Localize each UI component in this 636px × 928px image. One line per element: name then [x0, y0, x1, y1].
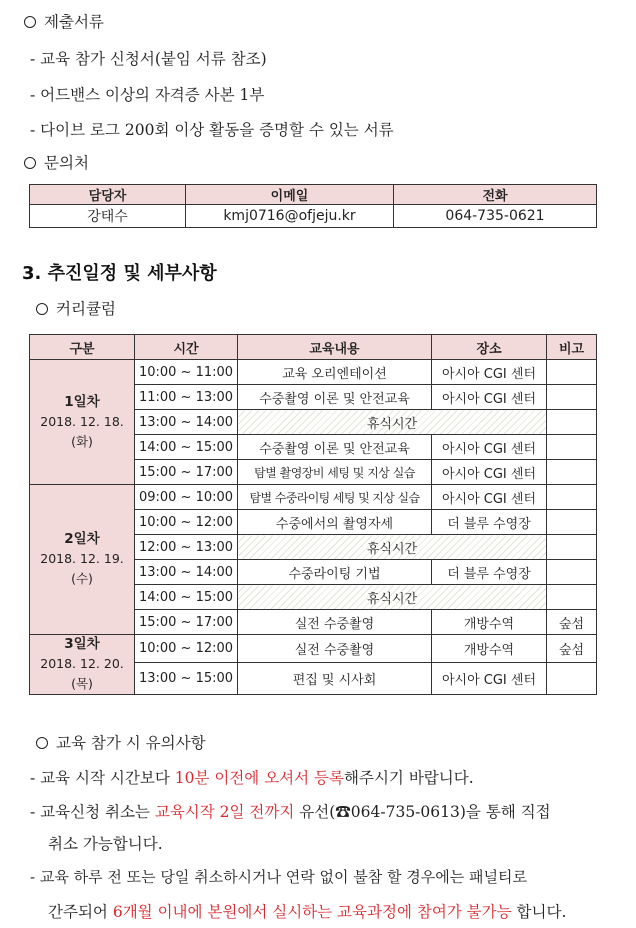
content-cell: 편집 및 시사회 — [238, 662, 432, 694]
note-line-1 — [30, 766, 474, 788]
note-emphasis: 6개월 이내에 본원에서 실시하는 교육과정에 참여가 불가능 — [112, 903, 512, 921]
circle-bullet-icon — [36, 303, 48, 315]
content-cell: 수중촬영 이론 및 안전교육 — [238, 385, 432, 410]
content-cell: 실전 수중촬영 — [238, 610, 432, 635]
time-cell: 10:00 ~ 11:00 — [135, 360, 238, 385]
contact-title-text: 문의처 — [44, 154, 89, 172]
contact-table — [29, 184, 597, 228]
day-cell — [30, 635, 135, 695]
place-cell: 개방수역 — [432, 635, 547, 663]
note-emphasis: 교육시작 2일 전까지 — [154, 803, 295, 821]
break-cell: 휴식시간 — [238, 585, 547, 610]
break-cell: 휴식시간 — [238, 410, 547, 435]
time-cell: 09:00 ~ 10:00 — [135, 485, 238, 510]
time-cell: 10:00 ~ 12:00 — [135, 510, 238, 535]
day-label: 1일차 — [64, 393, 100, 410]
contact-phone: 064-735-0621 — [394, 205, 597, 228]
note-cell — [547, 485, 597, 510]
place-cell: 아시아 CGI 센터 — [432, 662, 547, 694]
time-cell: 14:00 ~ 15:00 — [135, 435, 238, 460]
note-text: 유선(☎064-735-0613)을 통해 직접 — [294, 803, 551, 821]
content-cell: 탐별 수중라이팅 세팅 및 지상 실습 — [238, 485, 432, 510]
day-label: 3일차 — [64, 636, 100, 652]
content-cell: 수중라이팅 기법 — [238, 560, 432, 585]
place-cell: 더 블루 수영장 — [432, 510, 547, 535]
contact-title — [24, 151, 89, 173]
contact-name: 강태수 — [30, 205, 186, 228]
note-cell — [547, 662, 597, 694]
content-cell: 탐별 촬영장비 세팅 및 지상 실습 — [238, 460, 432, 485]
place-cell: 아시아 CGI 센터 — [432, 360, 547, 385]
place-cell: 아시아 CGI 센터 — [432, 460, 547, 485]
day-date: 2018. 12. 18.(화) — [40, 413, 124, 449]
break-cell: 휴식시간 — [238, 535, 547, 560]
circle-bullet-icon — [24, 157, 36, 169]
note-text: 해주시기 바랍니다. — [344, 769, 474, 787]
schedule-header: 장소 — [432, 335, 547, 360]
place-cell: 더 블루 수영장 — [432, 560, 547, 585]
note-cell — [547, 360, 597, 385]
note-cell — [547, 435, 597, 460]
note-text: - 교육 시작 시간보다 — [30, 769, 175, 787]
note-cell — [547, 585, 597, 610]
time-cell: 13:00 ~ 14:00 — [135, 560, 238, 585]
day-cell — [30, 360, 135, 485]
note-text: 합니다. — [511, 903, 567, 921]
circle-bullet-icon — [36, 737, 48, 749]
note-text: - 교육신청 취소는 — [30, 803, 155, 821]
day-date: 2018. 12. 19.(수) — [40, 551, 124, 586]
note-line-2 — [30, 800, 551, 822]
note-cell — [547, 460, 597, 485]
place-cell: 아시아 CGI 센터 — [432, 385, 547, 410]
time-cell: 12:00 ~ 13:00 — [135, 535, 238, 560]
content-cell: 수중촬영 이론 및 안전교육 — [238, 435, 432, 460]
schedule-header: 구분 — [30, 335, 135, 360]
contact-header: 담당자 — [30, 185, 186, 205]
time-cell: 13:00 ~ 14:00 — [135, 410, 238, 435]
docs-item: - 교육 참가 신청서(붙임 서류 참조) — [30, 50, 267, 68]
docs-item: - 어드밴스 이상의 자격증 사본 1부 — [30, 86, 265, 104]
day-date: 2018. 12. 20.(목) — [40, 656, 124, 691]
schedule-table — [29, 334, 597, 695]
time-cell: 14:00 ~ 15:00 — [135, 585, 238, 610]
note-emphasis: 10분 이전에 오셔서 등록 — [174, 769, 344, 787]
schedule-header: 시간 — [135, 335, 238, 360]
day-label: 2일차 — [64, 531, 100, 547]
note-cell — [547, 385, 597, 410]
place-cell: 아시아 CGI 센터 — [432, 485, 547, 510]
contact-email: kmj0716@ofjeju.kr — [186, 205, 394, 228]
place-cell: 개방수역 — [432, 610, 547, 635]
note-cell — [547, 560, 597, 585]
contact-header: 전화 — [394, 185, 597, 205]
note-cell — [547, 410, 597, 435]
docs-item: - 다이브 로그 200회 이상 활동을 증명할 수 있는 서류 — [30, 121, 394, 139]
note-text: 간주되어 — [48, 903, 113, 921]
schedule-header: 교육내용 — [238, 335, 432, 360]
note-line-2b: 취소 가능합니다. — [48, 835, 163, 853]
time-cell: 15:00 ~ 17:00 — [135, 460, 238, 485]
time-cell: 11:00 ~ 13:00 — [135, 385, 238, 410]
content-cell: 실전 수중촬영 — [238, 635, 432, 663]
note-cell — [547, 535, 597, 560]
section-heading: 3. 추진일정 및 세부사항 — [22, 263, 217, 284]
place-cell: 아시아 CGI 센터 — [432, 435, 547, 460]
notes-title — [36, 731, 206, 753]
time-cell: 15:00 ~ 17:00 — [135, 610, 238, 635]
circle-bullet-icon — [24, 16, 36, 28]
note-cell: 숲섬 — [547, 610, 597, 635]
notes-title-text: 교육 참가 시 유의사항 — [56, 734, 206, 752]
docs-title — [24, 10, 104, 32]
time-cell: 10:00 ~ 12:00 — [135, 635, 238, 663]
day-cell — [30, 485, 135, 635]
note-cell: 숲섬 — [547, 635, 597, 663]
note-line-3: - 교육 하루 전 또는 당일 취소하시거나 연락 없이 불참 할 경우에는 패널티로 — [30, 868, 527, 886]
contact-header: 이메일 — [186, 185, 394, 205]
schedule-header: 비고 — [547, 335, 597, 360]
note-line-3b — [48, 900, 566, 922]
curriculum-title-text: 커리큘럼 — [56, 300, 116, 318]
time-cell: 13:00 ~ 15:00 — [135, 662, 238, 694]
content-cell: 교육 오리엔테이션 — [238, 360, 432, 385]
docs-title-text: 제출서류 — [44, 13, 104, 31]
note-cell — [547, 510, 597, 535]
content-cell: 수중에서의 촬영자세 — [238, 510, 432, 535]
curriculum-title — [36, 297, 116, 319]
